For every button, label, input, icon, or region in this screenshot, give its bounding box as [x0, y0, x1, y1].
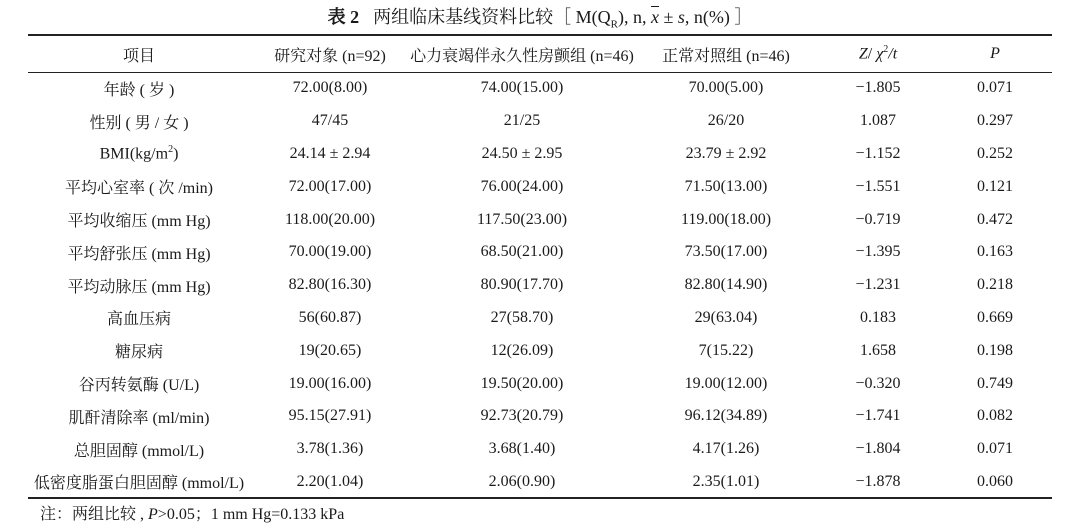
cell-p: 0.472 — [977, 210, 1013, 228]
cell-control: 7(15.22) — [698, 341, 754, 359]
header-hf: 心力衰竭伴永久性房颤组 (n=46) — [410, 47, 634, 65]
table-row — [28, 302, 1052, 335]
header-item: 项目 — [122, 47, 155, 65]
cell-p: 0.121 — [977, 177, 1013, 195]
cell-item: 糖尿病 — [114, 344, 163, 362]
cell-control: 70.00(5.00) — [688, 79, 764, 97]
cell-study: 24.14 ± 2.94 — [289, 144, 371, 162]
table-row — [28, 400, 1052, 433]
cell-p: 0.163 — [977, 243, 1013, 261]
cell-control: 119.00(18.00) — [680, 210, 772, 228]
cell-p: 0.198 — [977, 341, 1013, 359]
cell-study: 82.80(16.30) — [288, 276, 372, 294]
cell-p: 0.060 — [977, 472, 1013, 490]
table-row — [28, 105, 1052, 138]
cell-study: 72.00(17.00) — [288, 177, 372, 195]
cell-study: 118.00(20.00) — [284, 210, 376, 228]
cell-item: 平均收缩压 (mm Hg) — [67, 213, 211, 231]
cell-study: 2.20(1.04) — [296, 472, 364, 490]
table-row — [28, 72, 1052, 105]
header-stat: Z/ $\chi^2/t$ — [858, 44, 898, 63]
cell-hf: 80.90(17.70) — [480, 276, 564, 294]
table-row — [28, 236, 1052, 269]
table-row — [28, 367, 1052, 400]
cell-hf: 19.50(20.00) — [480, 374, 564, 392]
table-row — [28, 170, 1052, 203]
cell-study: 56(60.87) — [298, 308, 362, 326]
cell-control: 82.80(14.90) — [684, 276, 768, 294]
cell-stat: 0.183 — [860, 308, 896, 326]
cell-p: 0.749 — [977, 374, 1013, 392]
cell-stat: −1.231 — [855, 276, 901, 294]
cell-stat: −1.741 — [855, 407, 901, 425]
table-row — [28, 203, 1052, 236]
cell-stat: −0.320 — [855, 374, 901, 392]
cell-stat: −1.395 — [855, 243, 901, 261]
cell-hf: 76.00(24.00) — [480, 177, 564, 195]
cell-item: 平均心室率 ( 次 /min) — [65, 180, 213, 198]
cell-study: 70.00(19.00) — [288, 243, 372, 261]
cell-control: 2.35(1.01) — [692, 472, 760, 490]
cell-study: 47/45 — [311, 112, 349, 130]
cell-hf: 68.50(21.00) — [480, 243, 564, 261]
cell-stat: 1.658 — [860, 341, 896, 359]
cell-control: 96.12(34.89) — [684, 407, 768, 425]
cell-p: 0.071 — [977, 440, 1013, 458]
caption-stats: ［ $M(Q_R)$, n, $\overline{x} \pm s$, n(%) ］ — [553, 7, 753, 31]
table-row — [28, 433, 1052, 466]
table-row — [28, 466, 1052, 499]
cell-stat: −1.551 — [855, 177, 901, 195]
cell-control: 23.79 ± 2.92 — [685, 144, 767, 162]
table-row — [28, 138, 1052, 171]
table-header-row — [28, 36, 1052, 72]
cell-control: 71.50(13.00) — [684, 177, 768, 195]
cell-item: 肌酐清除率 (ml/min) — [68, 409, 210, 427]
cell-p: 0.297 — [977, 112, 1013, 130]
cell-hf: 3.68(1.40) — [488, 440, 556, 458]
cell-item: 高血压病 — [106, 311, 171, 329]
cell-control: 26/20 — [707, 112, 745, 130]
cell-p: 0.071 — [977, 79, 1013, 97]
baseline-table — [28, 36, 1052, 498]
table-number: 表 2 — [327, 7, 360, 27]
header-study: 研究对象 (n=92) — [274, 47, 386, 65]
cell-stat: −1.804 — [855, 440, 901, 458]
cell-item: 平均动脉压 (mm Hg) — [67, 278, 211, 296]
cell-hf: 12(26.09) — [490, 341, 554, 359]
cell-item: 总胆固醇 (mmol/L) — [73, 442, 205, 460]
cell-stat: 1.087 — [860, 112, 896, 130]
header-p: P — [990, 45, 1000, 62]
cell-study: 3.78(1.36) — [296, 440, 364, 458]
cell-control: 29(63.04) — [694, 308, 758, 326]
cell-hf: 24.50 ± 2.95 — [481, 144, 563, 162]
cell-item: 低密度脂蛋白胆固醇 (mmol/L) — [33, 475, 245, 493]
cell-stat: −1.152 — [855, 144, 901, 162]
cell-control: 4.17(1.26) — [692, 440, 760, 458]
table-row — [28, 334, 1052, 367]
cell-control: 73.50(17.00) — [684, 243, 768, 261]
table-footnote: 注：两组比较 , P>0.05；1 mm Hg=0.133 kPa — [40, 506, 345, 523]
table-row — [28, 269, 1052, 302]
cell-hf: 92.73(20.79) — [480, 407, 564, 425]
cell-p: 0.218 — [977, 276, 1013, 294]
cell-p: 0.082 — [977, 407, 1013, 425]
cell-hf: 117.50(23.00) — [476, 210, 568, 228]
cell-study: 19(20.65) — [298, 341, 362, 359]
cell-item: 平均舒张压 (mm Hg) — [67, 245, 211, 263]
cell-hf: 21/25 — [503, 112, 541, 130]
cell-hf: 27(58.70) — [490, 308, 554, 326]
table-title: 两组临床基线资料比较 — [373, 7, 554, 27]
header-control: 正常对照组 (n=46) — [662, 47, 790, 65]
cell-study: 72.00(8.00) — [292, 79, 368, 97]
cell-study: 19.00(16.00) — [288, 374, 372, 392]
cell-item: $BMI(kg/m^2)$ — [99, 144, 179, 163]
cell-stat: −0.719 — [855, 210, 901, 228]
cell-p: 0.252 — [977, 144, 1013, 162]
cell-study: 95.15(27.91) — [288, 407, 372, 425]
cell-p: 0.669 — [977, 308, 1013, 326]
cell-item: 性别 ( 男 / 女 ) — [89, 114, 189, 132]
cell-stat: −1.805 — [855, 79, 901, 97]
cell-hf: 74.00(15.00) — [480, 79, 564, 97]
cell-item: 谷丙转氨酶 (U/L) — [78, 377, 200, 395]
cell-item: 年龄 ( 岁 ) — [103, 81, 175, 99]
cell-hf: 2.06(0.90) — [488, 472, 556, 490]
cell-stat: −1.878 — [855, 472, 901, 490]
table-caption — [0, 4, 1080, 38]
cell-control: 19.00(12.00) — [684, 374, 768, 392]
